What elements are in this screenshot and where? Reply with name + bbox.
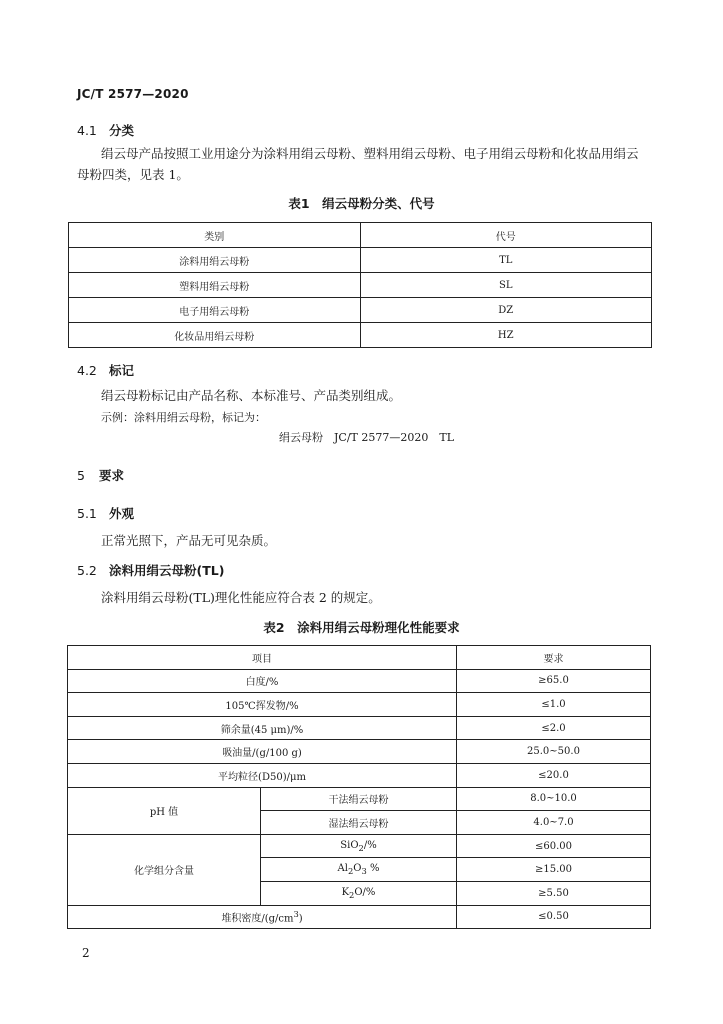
table-row <box>68 905 651 929</box>
formula-part: O/% <box>354 886 376 898</box>
requirement-cell: 8.0~10.0 <box>457 787 651 811</box>
sub-item-cell <box>261 834 457 858</box>
section-5-1-heading <box>77 504 134 522</box>
density-label: 堆积密度/(g/cm <box>221 913 294 925</box>
sub-item-cell: 湿法绢云母粉 <box>261 811 457 835</box>
requirement-cell: ≤0.50 <box>457 905 651 929</box>
formula-part: K <box>341 886 350 898</box>
item-cell <box>68 905 457 929</box>
density-superscript: 3 <box>293 909 299 920</box>
table2-caption: 表2 涂料用绢云母粉理化性能要求 <box>263 620 460 635</box>
table-row <box>69 298 652 323</box>
requirement-cell: ≤2.0 <box>457 716 651 740</box>
section-number: 5.2 <box>77 563 97 578</box>
requirement-cell: 4.0~7.0 <box>457 811 651 835</box>
item-cell: 筛余量(45 μm)/% <box>68 716 457 740</box>
properties-table <box>67 645 651 929</box>
table-row <box>69 248 652 273</box>
requirement-cell: ≤60.00 <box>457 834 651 858</box>
table-row <box>68 669 651 693</box>
section-number: 4.2 <box>77 363 97 378</box>
sub-item-cell <box>261 881 457 905</box>
section-title: 分类 <box>109 123 135 138</box>
section-number: 5 <box>77 468 85 483</box>
standard-number-header: JC/T 2577—2020 <box>77 87 189 101</box>
ph-label-cell: pH 值 <box>68 787 261 834</box>
table-header-row <box>68 646 651 670</box>
header-code: 代号 <box>360 223 652 248</box>
formula-part: % <box>369 863 380 875</box>
category-cell: 电子用绢云母粉 <box>69 298 361 323</box>
table-row <box>69 323 652 348</box>
paragraph-4-1-line1: 绢云母产品按照工业用途分为涂料用绢云母粉、塑料用绢云母粉、电子用绢云母粉和化妆品用绢云 <box>101 146 639 161</box>
table-row <box>68 763 651 787</box>
sub-item-cell <box>261 858 457 882</box>
table-row <box>68 787 651 811</box>
sub-item-cell: 干法绢云母粉 <box>261 787 457 811</box>
category-cell: 化妆品用绢云母粉 <box>69 323 361 348</box>
section-5-2-heading <box>77 561 224 579</box>
code-cell: SL <box>360 273 652 298</box>
paragraph-5-2: 涂料用绢云母粉(TL)理化性能应符合表 2 的规定。 <box>101 590 381 605</box>
code-cell: TL <box>360 248 652 273</box>
example-label: 示例：涂料用绢云母粉，标记为： <box>101 411 266 424</box>
example-mark: 绢云母粉 JC/T 2577—2020 TL <box>279 431 454 444</box>
section-title: 标记 <box>109 363 135 378</box>
formula-subscript: 2 <box>347 866 354 877</box>
classification-table <box>68 222 652 348</box>
paragraph-4-2: 绢云母粉标记由产品名称、本标准号、产品类别组成。 <box>101 388 402 403</box>
requirement-cell: ≥15.00 <box>457 858 651 882</box>
category-cell: 涂料用绢云母粉 <box>69 248 361 273</box>
section-5-heading <box>77 466 124 484</box>
table-row <box>68 693 651 717</box>
section-4-1-heading <box>77 121 134 139</box>
formula-subscript: 2 <box>358 842 364 853</box>
category-cell: 塑料用绢云母粉 <box>69 273 361 298</box>
formula-part: /% <box>363 839 377 851</box>
formula-part: Al <box>337 863 348 875</box>
formula-part: SiO <box>340 839 359 851</box>
table-row <box>68 740 651 764</box>
paragraph-5-1: 正常光照下，产品无可见杂质。 <box>101 533 277 548</box>
formula-subscript: 3 <box>361 866 367 877</box>
section-number: 5.1 <box>77 506 97 521</box>
item-cell: 吸油量/(g/100 g) <box>68 740 457 764</box>
header-category: 类别 <box>69 223 361 248</box>
code-cell: DZ <box>360 298 652 323</box>
table-row <box>68 716 651 740</box>
requirement-cell: ≤1.0 <box>457 693 651 717</box>
table-row <box>69 273 652 298</box>
code-cell: HZ <box>360 323 652 348</box>
section-title: 涂料用绢云母粉(TL) <box>109 563 225 578</box>
item-cell: 105℃挥发物/% <box>68 693 457 717</box>
requirement-cell: ≥65.0 <box>457 669 651 693</box>
section-4-2-heading <box>77 361 134 379</box>
page-number: 2 <box>82 946 90 960</box>
density-close: ) <box>298 913 303 925</box>
item-cell: 白度/% <box>68 669 457 693</box>
section-number: 4.1 <box>77 123 97 138</box>
chem-label-cell: 化学组分含量 <box>68 834 261 905</box>
section-title: 要求 <box>99 468 125 483</box>
requirement-cell: ≤20.0 <box>457 763 651 787</box>
formula-part: O <box>353 863 362 875</box>
table-header-row <box>69 223 652 248</box>
section-title: 外观 <box>109 506 135 521</box>
requirement-cell: ≥5.50 <box>457 881 651 905</box>
table1-caption: 表1 绢云母粉分类、代号 <box>288 196 435 211</box>
formula-subscript: 2 <box>349 889 355 900</box>
table-row <box>68 834 651 858</box>
requirement-cell: 25.0~50.0 <box>457 740 651 764</box>
header-item: 项目 <box>68 646 457 670</box>
item-cell: 平均粒径(D50)/μm <box>68 763 457 787</box>
paragraph-4-1-line2: 母粉四类，见表 1。 <box>77 167 189 182</box>
header-requirement: 要求 <box>457 646 651 670</box>
